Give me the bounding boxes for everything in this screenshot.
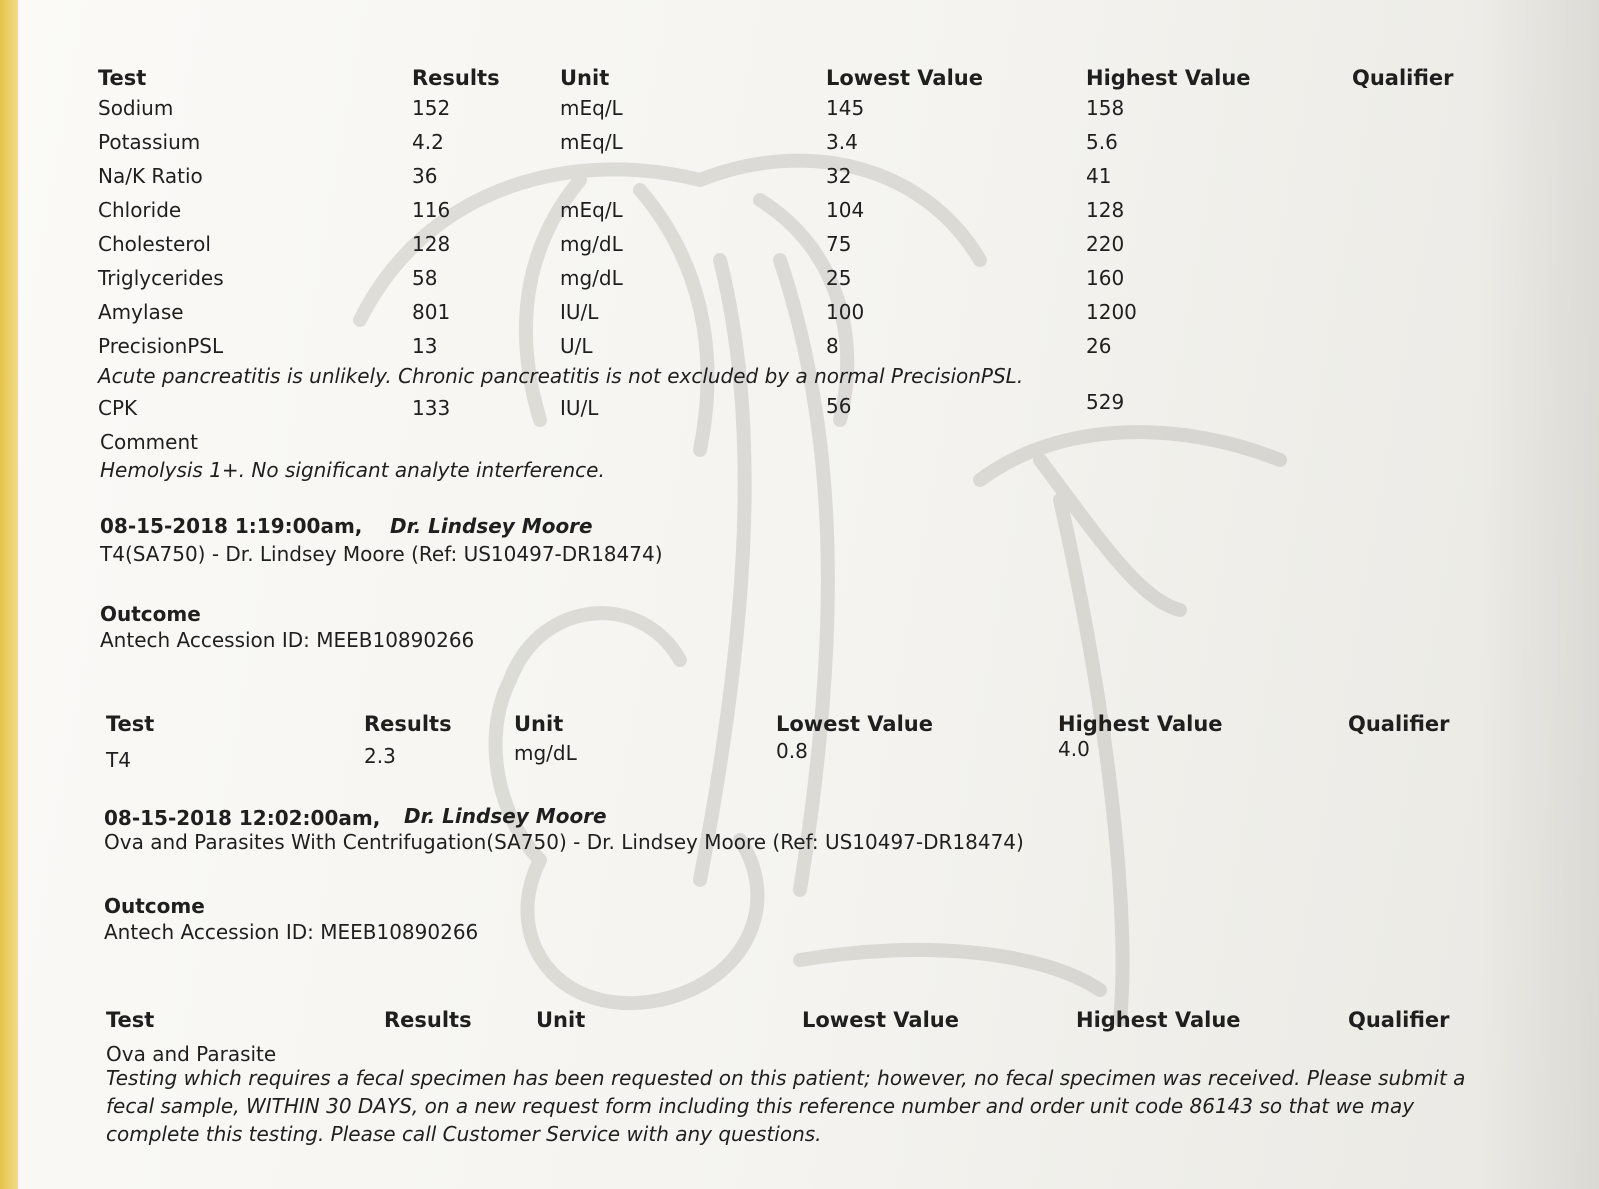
section3-order: Ova and Parasites With Centrifugation(SA750) - Dr. Lindsey Moore (Ref: US10497-DR18474) bbox=[104, 830, 1024, 854]
table-row-low: 32 bbox=[826, 164, 852, 188]
panel3-header-qualifier: Qualifier bbox=[1348, 1008, 1450, 1032]
panel2-header-qualifier: Qualifier bbox=[1348, 712, 1450, 736]
table-row-high: 529 bbox=[1086, 390, 1125, 414]
table-row-low: 8 bbox=[826, 334, 839, 358]
table-row-unit: IU/L bbox=[560, 396, 599, 420]
table-row-test: Na/K Ratio bbox=[98, 164, 203, 188]
panel2-header-lowest: Lowest Value bbox=[776, 712, 933, 736]
table-row-unit: mEq/L bbox=[560, 96, 623, 120]
table-row-high: 41 bbox=[1086, 164, 1112, 188]
table-row-result: 36 bbox=[412, 164, 438, 188]
table-row-result: 58 bbox=[412, 266, 438, 290]
table-row-test: Ova and Parasite bbox=[106, 1042, 277, 1066]
table-row-low: 104 bbox=[826, 198, 865, 222]
section2-order: T4(SA750) - Dr. Lindsey Moore (Ref: US10497-DR18474) bbox=[100, 542, 663, 566]
panel3-header-highest: Highest Value bbox=[1076, 1008, 1241, 1032]
table-row-low: 75 bbox=[826, 232, 852, 256]
table-row-low: 100 bbox=[826, 300, 865, 324]
panel2-header-results: Results bbox=[364, 712, 452, 736]
table-row-low: 3.4 bbox=[826, 130, 858, 154]
panel2-header-highest: Highest Value bbox=[1058, 712, 1223, 736]
section3-note: Testing which requires a fecal specimen has been requested on this patient; however, no fecal specimen was received. Please submit a fecal sample, WITHIN 30 DAYS, on a new request form including this reference number and order unit code 86143 so that we may complete this testing. Please call Customer Service with any questions. bbox=[106, 1066, 1466, 1146]
table-row-unit: mg/dL bbox=[560, 266, 623, 290]
section3-outcome-label: Outcome bbox=[104, 894, 205, 918]
section2-outcome-label: Outcome bbox=[100, 602, 201, 626]
table-row-result: 152 bbox=[412, 96, 451, 120]
table-row-result: 116 bbox=[412, 198, 451, 222]
panel3-header-unit: Unit bbox=[536, 1008, 586, 1032]
panel1-header-qualifier: Qualifier bbox=[1352, 66, 1454, 90]
table-row-low: 56 bbox=[826, 394, 852, 418]
panel2-header-test: Test bbox=[106, 712, 155, 736]
table-row-test: PrecisionPSL bbox=[98, 334, 224, 358]
table-row-high: 4.0 bbox=[1058, 737, 1090, 761]
table-row-low: 0.8 bbox=[776, 739, 808, 763]
table-row-high: 1200 bbox=[1086, 300, 1137, 324]
panel1-header-lowest: Lowest Value bbox=[826, 66, 983, 90]
panel3-header-results: Results bbox=[384, 1008, 472, 1032]
table-row-test: Cholesterol bbox=[98, 232, 211, 256]
table-row-test: Potassium bbox=[98, 130, 201, 154]
table-row-test: T4 bbox=[106, 748, 131, 772]
table-row-high: 5.6 bbox=[1086, 130, 1118, 154]
table-row-test: Chloride bbox=[98, 198, 182, 222]
table-row-result: 128 bbox=[412, 232, 451, 256]
table-row-unit: IU/L bbox=[560, 300, 599, 324]
table-row-unit: mg/dL bbox=[514, 741, 577, 765]
table-row-result: 4.2 bbox=[412, 130, 444, 154]
table-row-low: 25 bbox=[826, 266, 852, 290]
section3-datetime: 08-15-2018 12:02:00am, bbox=[104, 806, 381, 830]
panel1-header-test: Test bbox=[98, 66, 147, 90]
table-row-unit: U/L bbox=[560, 334, 593, 358]
section2-datetime: 08-15-2018 1:19:00am, bbox=[100, 514, 363, 538]
panel1-header-unit: Unit bbox=[560, 66, 610, 90]
comment-text: Hemolysis 1+. No significant analyte interference. bbox=[100, 458, 605, 482]
table-row-test: CPK bbox=[98, 396, 138, 420]
section2-doctor: Dr. Lindsey Moore bbox=[390, 514, 593, 538]
table-row-unit: mg/dL bbox=[560, 232, 623, 256]
table-row-high: 158 bbox=[1086, 96, 1125, 120]
table-row-high: 26 bbox=[1086, 334, 1112, 358]
panel3-header-lowest: Lowest Value bbox=[802, 1008, 959, 1032]
table-row-test: Triglycerides bbox=[98, 266, 224, 290]
table-row-result: 13 bbox=[412, 334, 438, 358]
table-row-test: Sodium bbox=[98, 96, 174, 120]
table-row-test: Amylase bbox=[98, 300, 184, 324]
section3-accession: Antech Accession ID: MEEB10890266 bbox=[104, 920, 479, 944]
panel3-header-test: Test bbox=[106, 1008, 155, 1032]
section2-accession: Antech Accession ID: MEEB10890266 bbox=[100, 628, 475, 652]
panel1-header-results: Results bbox=[412, 66, 500, 90]
table-row-high: 160 bbox=[1086, 266, 1125, 290]
table-row-unit: mEq/L bbox=[560, 198, 623, 222]
table-row-high: 220 bbox=[1086, 232, 1125, 256]
table-row-result: 133 bbox=[412, 396, 451, 420]
table-row-low: 145 bbox=[826, 96, 865, 120]
psl-note: Acute pancreatitis is unlikely. Chronic pancreatitis is not excluded by a normal PrecisionPSL. bbox=[98, 364, 1024, 388]
panel2-header-unit: Unit bbox=[514, 712, 564, 736]
panel1-header-highest: Highest Value bbox=[1086, 66, 1251, 90]
section3-doctor: Dr. Lindsey Moore bbox=[404, 804, 607, 828]
table-row-high: 128 bbox=[1086, 198, 1125, 222]
comment-label: Comment bbox=[100, 430, 198, 454]
table-row-result: 2.3 bbox=[364, 744, 396, 768]
table-row-result: 801 bbox=[412, 300, 451, 324]
table-row-unit: mEq/L bbox=[560, 130, 623, 154]
